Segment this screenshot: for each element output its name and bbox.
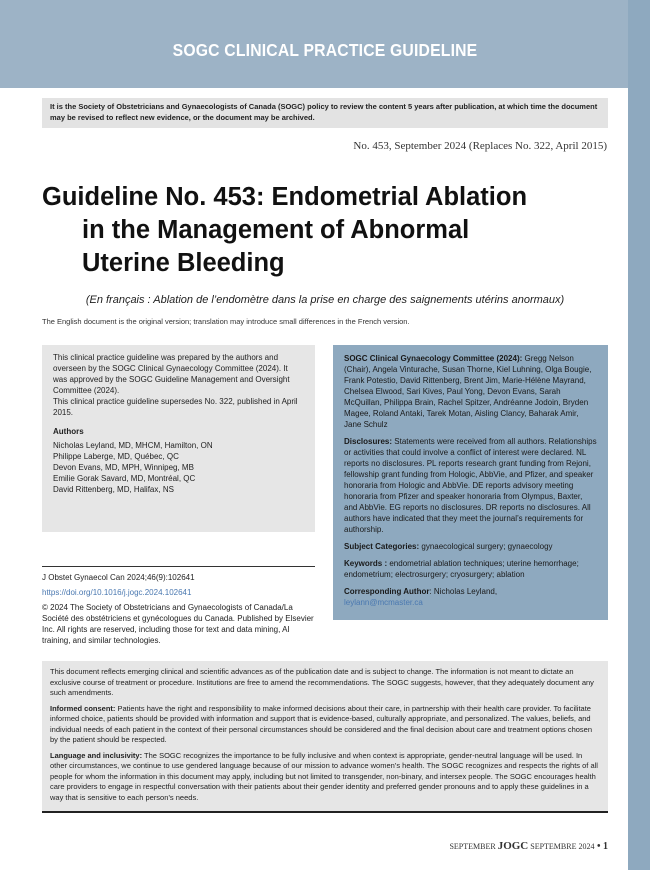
- title-line-3: Uterine Bleeding: [82, 249, 285, 277]
- page-title: [42, 181, 602, 280]
- authors-heading: Authors: [53, 427, 84, 436]
- page-footer: [449, 840, 608, 852]
- translation-note: The English document is the original version; translation may introduce small differences in the French version.: [42, 317, 410, 326]
- consent-text: Patients have the right and responsibility to make informed decisions about their care, in partnership with their health care provider. To facilitate informed choice, patients should be provided with information and support that is evidence-based, culturally appropriate, and personalized. The values, beliefs, and individual needs of each patient in the context of their personal circumstances should be considered and the final decision about care and treatment options chosen by the patient should be respected.: [50, 703, 593, 744]
- page-number: 1: [603, 841, 608, 852]
- copyright-text: © 2024 The Society of Obstetricians and Gynaecologists of Canada/La Société des obstétriciens et gynécologues du Canada. Published by Elsevier Inc. All rights are reserved, including those for text and data mining, AI training, and similar technologies.: [42, 603, 314, 645]
- footer-month-en: SEPTEMBER: [449, 842, 498, 851]
- author-item: Philippe Laberge, MD, Québec, QC: [53, 452, 179, 461]
- consent-label: Informed consent:: [50, 703, 116, 713]
- keywords-paragraph: [344, 558, 597, 580]
- corresponding-email-link[interactable]: leylann@mcmaster.ca: [344, 598, 423, 607]
- title-line-1: Guideline No. 453: Endometrial Ablation: [42, 183, 528, 211]
- corresponding-text: : Nicholas Leyland,: [429, 587, 498, 596]
- header-title: SOGC CLINICAL PRACTICE GUIDELINE: [172, 40, 478, 60]
- corresponding-label: Corresponding Author: [344, 587, 430, 596]
- title-line-2: in the Management of Abnormal: [82, 216, 470, 244]
- keywords-text: endometrial ablation techniques; uterine hemorrhage; endometrium; electrosurgery; cryosurgery; ablation: [344, 559, 579, 579]
- language-label: Language and inclusivity:: [50, 750, 143, 760]
- citation-divider: [42, 566, 315, 567]
- right-edge-bar: [628, 0, 650, 870]
- committee-paragraph: [344, 353, 597, 430]
- footer-journal: JOGC: [497, 840, 529, 852]
- author-item: Emilie Gorak Savard, MD, Montréal, QC: [53, 474, 196, 483]
- categories-paragraph: [344, 541, 597, 552]
- language-paragraph: [50, 751, 600, 804]
- language-text: The SOGC recognizes the importance to be fully inclusive and when context is appropriate, gender-neutral language will be used. In other circumstances, we continue to use gendered language because of our mission to advance women’s health. The SOGC recognizes and respects the rights of all people for whom the information in this document may apply, including but not limited to transgender, non-binary, and intersex people. The SOGC encourages health care providers to engage in respectful conversation with their patients about their gender identity and preferred gender pronouns and to apply these guidelines in a way that is sensitive to each person’s needs.: [50, 750, 598, 802]
- doi-link[interactable]: https://doi.org/10.1016/j.jogc.2024.102641: [42, 588, 192, 597]
- disclosures-paragraph: [344, 436, 597, 535]
- preparation-box: [42, 345, 315, 532]
- supersedes-note: This clinical practice guideline supersedes No. 322, published in April 2015.: [53, 397, 298, 417]
- citation-block: [42, 572, 315, 646]
- corresponding-paragraph: [344, 586, 597, 608]
- disclosures-label: Disclosures:: [344, 437, 393, 446]
- author-item: Devon Evans, MD, MPH, Winnipeg, MB: [53, 463, 194, 472]
- categories-label: Subject Categories:: [344, 542, 420, 551]
- preparation-intro: This clinical practice guideline was prepared by the authors and overseen by the SOGC Clinical Gynaecology Committee (2024). It was approved by the SOGC Guideline Management and Oversight Committee (2024).: [53, 353, 290, 395]
- committee-text: Gregg Nelson (Chair), Angela Vinturache, Susan Thorne, Kiel Luhning, Olga Bougie, Frank Potestio, David Rittenberg, Brent Jim, Marie-Hélène Mayrand, Chelsea Elwood, Sari Kives, Paul Yong, Devon Evans, Sarah McQuillan, Philippa Brain, Rachel Spitzer, Andréanne Jodoin, Bryden Magee, Roland Antaki, Tarek Motan, Aisling Clancy, Baharak Amir, Jane Schulz: [344, 354, 592, 429]
- author-item: Nicholas Leyland, MD, MHCM, Hamilton, ON: [53, 441, 213, 450]
- french-title: (En français : Ablation de l’endomètre dans la prise en charge des saignements utérins anormaux): [85, 294, 565, 306]
- committee-box: [333, 345, 608, 620]
- disclaimer-paragraph: This document reflects emerging clinical and scientific advances as of the publication date and is subject to change. The information is not meant to dictate an exclusive course of treatment or procedure. Institutions are free to amend the recommendations. The SOGC suggests, however, that they adequately document any such amendments.: [50, 667, 594, 697]
- categories-text: gynaecological surgery; gynaecology: [419, 542, 553, 551]
- disclosures-text: Statements were received from all authors. Relationships or activities that could involve a conflict of interest were declared. NL reports no disclosures. PL reports research grant funding from Rejoni, fellowship grant funding from Hologic, AbbVie, and Pfizer, and speaker honoraria from Hologic and AbbVie. DE reports advisory meeting honoraria from Pfizer and speaker honoraria from Olympus, Baxter, and AbbVie. EG reports no disclosures. DR reports no disclosures. All authors have indicated that they meet the journal’s requirements for authorship.: [344, 437, 597, 534]
- policy-notice: It is the Society of Obstetricians and Gynaecologists of Canada (SOGC) policy to review the content 5 years after publication, at which time the document may be revised to reflect new evidence, or the document may be archived.: [42, 98, 608, 128]
- footer-month-fr: SEPTEMBRE 2024: [528, 842, 595, 851]
- disclaimer-box: [42, 661, 608, 813]
- journal-citation: J Obstet Gynaecol Can 2024;46(9):102641: [42, 573, 195, 582]
- footer-bullet: •: [594, 841, 603, 852]
- committee-label: SOGC Clinical Gynaecology Committee (2024):: [344, 354, 523, 363]
- author-item: David Rittenberg, MD, Halifax, NS: [53, 485, 174, 494]
- consent-paragraph: [50, 704, 600, 746]
- guideline-number: No. 453, September 2024 (Replaces No. 322, April 2015): [353, 140, 607, 152]
- keywords-label: Keywords :: [344, 559, 388, 568]
